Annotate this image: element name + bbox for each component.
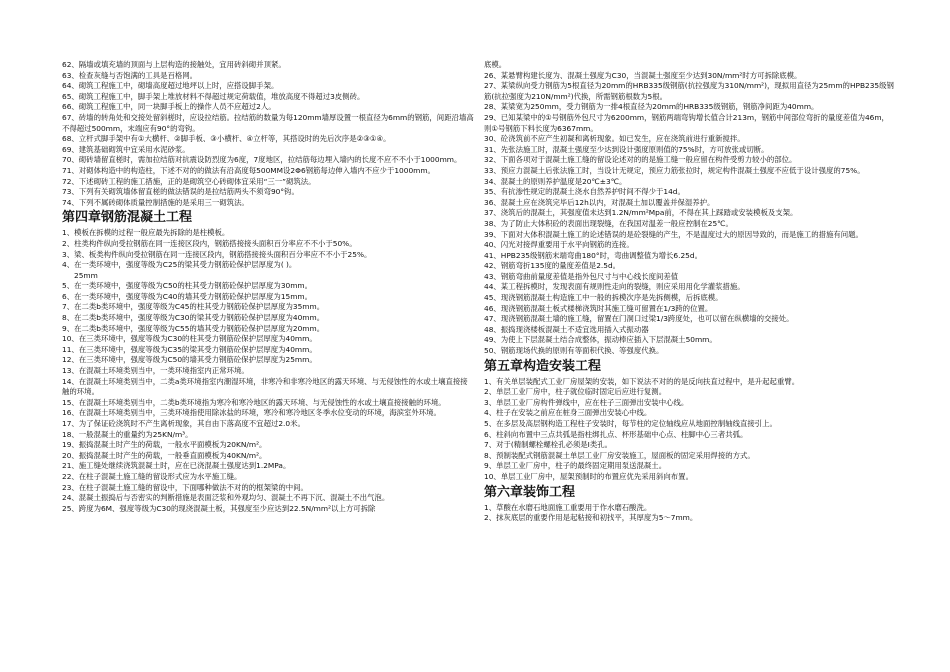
text-line: 6、在一类环境中，强度等级为C40的墙其受力钢筋砼保护层厚度为15mm。 xyxy=(62,291,313,301)
text-line: 29、已知某梁中的①号钢筋外包尺寸为6200mm，钢筋两端弯钩增长值合计213m，钢筋中间部位弯折的量度差值为46m，则①号钢筋下料长度为6367mm。 xyxy=(484,112,889,133)
text-line: 48、振捣现浇楼板混凝土不适宜选用插入式振动器 xyxy=(484,324,649,334)
text-line: 45、现浇钢筋混凝土构造施工中一般的拆模次序是先拆侧模，后拆底模。 xyxy=(484,293,723,303)
text-line: 71、对砌体构造中的构造柱，下述不对的的做法有沿高度每500MM设2Φ6钢筋每边伸入墙内不应少于1000mm。 xyxy=(62,165,435,175)
text-line: 9、在二类b类环境中，强度等级为C55的墙其受力钢筋砼保护层厚度为20mm。 xyxy=(62,323,325,333)
text-line: 33、预应力混凝土后张法施工时，当设计无规定，预应力筋张拉时，规定构件混凝土强度不应低于设计强度的75%。 xyxy=(484,165,865,175)
text-line: 62、隔墙或填充墙的顶面与上层构造的接触处，宜用砖斜砌并顶紧。 xyxy=(62,60,286,69)
text-line: 21、施工缝处继续浇筑混凝土时，应在已浇混凝土强度达到1.2MPa。 xyxy=(62,461,291,471)
text-line: 10、单层工业厂房中，屋架预制时的布置应优先采用斜向布置。 xyxy=(484,471,693,481)
text-line: 37、浇筑后的混凝土，其强度值未达到1.2N/mm²Mpa前，不得在其上踩踏或安装模板及支架。 xyxy=(484,208,798,218)
text-line: 24、混凝土振捣后与否密实的判断措施是表面泛浆和外观均匀、混凝土不再下沉、混凝土不出气泡。 xyxy=(62,493,390,503)
text-line: 36、混凝土应在浇筑完毕后12h以内，对混凝土加以覆盖并保湿养护。 xyxy=(484,197,715,207)
chapter-heading: 第五章构造安装工程 xyxy=(484,358,602,374)
text-line: 43、钢筋弯曲前量度差值是指外包尺寸与中心线长度间差值 xyxy=(484,271,679,281)
text-line: 22、在柱子混凝土施工缝的留设形式应为水平施工缝。 xyxy=(62,471,242,481)
text-line: 7、对于(精制螺栓螺栓孔必须是Ⅰ类孔。 xyxy=(484,440,613,450)
text-line: 3、单层工业厂房构件弹线中，应在柱子三面弹出安装中心线。 xyxy=(484,397,689,407)
text-line: 5、在多层及高层钢构造工程柱子安装时，每节柱的定位轴线应从地面控制轴线直接引上。 xyxy=(484,419,777,428)
chapter-heading: 第六章装饰工程 xyxy=(484,484,576,500)
text-line: 50、钢筋现场代换的原则有等面积代换、等强度代换。 xyxy=(484,346,664,356)
text-line: 9、单层工业厂房中，柱子的最终固定期用泵送混凝土。 xyxy=(484,461,667,471)
text-line: 19、振捣混凝土时产生的荷载，一般水平面模板为20KN/m²。 xyxy=(62,440,267,450)
text-line: 73、下列有关砌筑墙体留直槎的做法错误的是拉结筋两头不须弯90°钩。 xyxy=(62,187,299,197)
text-line: 25mm xyxy=(74,270,98,280)
text-line: 42、钢筋弯折135度的量度差值是2.5d。 xyxy=(484,261,621,271)
text-line: 1、有关单层装配式工业厂房屋架的安装，如下说法不对的的是反向扶直过程中，是升起起重臂。 xyxy=(484,376,800,386)
text-line: 2、单层工业厂房中，柱子就位临时固定后应进行复测。 xyxy=(484,387,667,397)
text-line: 3、梁、板类构件纵向受拉钢筋在同一连接区段内，钢筋搭接接头面积百分率应不不小于25%。 xyxy=(62,249,372,259)
text-line: 47、现浇钢筋混凝土墙的施工缝，留置在门洞口过梁1/3跨度处，也可以留在纵横墙的交接处。 xyxy=(484,314,794,324)
text-line: 2、柱类构件纵向受拉钢筋在同一连接区段内，钢筋搭接接头面积百分率应不不小于50%。 xyxy=(62,238,357,248)
text-line: 66、砌筑工程施工中，同一块脚手板上的操作人员不应超过2人。 xyxy=(62,102,276,112)
text-line: 20、振捣混凝土时产生的荷载，一般垂直面模板为40KN/m²。 xyxy=(62,450,267,460)
text-line: 10、在三类环境中，强度等级为C30的柱其受力钢筋砼保护层厚度为40mm。 xyxy=(62,334,317,344)
text-line: 34、混凝土的原则养护温度是20℃±3℃。 xyxy=(484,176,627,186)
text-line: 7、在二类b类环境中，强度等级为C45的柱其受力钢筋砼保护层厚度为35mm。 xyxy=(62,302,325,312)
text-line: 30、砼浇筑前不应产生初凝和离析现象。如已发生，应在浇筑前进行重新搅拌。 xyxy=(484,134,745,144)
text-line: 32、下面各项对于混凝土施工缝的留设论述对的的是施工缝一般应留在构件受剪力较小的部位。 xyxy=(484,155,797,165)
text-line: 25、跨度为6M、强度等级为C30的现浇混凝土板，其强度至少应达到22.5N/mm²以上方可拆除 xyxy=(62,503,376,513)
text-line: 8、预制装配式钢筋混凝土单层工业厂房安装施工，屋面板的固定采用焊接的方式。 xyxy=(484,450,755,460)
text-line: 13、在混凝土环境类别当中，一类环境指室内正常环境。 xyxy=(62,366,249,376)
text-line: 44、某工程拆模时，发现表面有规则性走向的裂缝，则应采用用化学灌浆措施。 xyxy=(484,282,745,292)
text-line: 65、砌筑工程施工中，脚手架上堆放材料不得超过规定荷载值，堆放高度不得超过3皮侧砖。 xyxy=(62,91,365,101)
text-line: 70、砌砖墙留直槎时，需加拉结筋对抗震设防烈度为6度，7度地区，拉结筋每边埋入墙内的长度不应不不小于1000mm。 xyxy=(62,155,462,165)
text-line: 12、在三类环境中，强度等级为C50的墙其受力钢筋砼保护层厚度为25mm。 xyxy=(62,355,317,365)
text-line: 8、在二类b类环境中，强度等级为C30的梁其受力钢筋砼保护层厚度为40mm。 xyxy=(62,313,325,323)
text-line: 5、在一类环境中，强度等级为C50的柱其受力钢筋砼保护层厚度为30mm。 xyxy=(62,281,313,291)
text-line: 35、有抗渗性规定的混凝土浇水自然养护时间不得少于14d。 xyxy=(484,187,685,197)
text-line: 38、为了防止大体积砼的表面出现裂缝，在我国对温差一般应控制在25℃。 xyxy=(484,218,733,228)
text-line: 72、下述砌砖工程的施工措施，正的是砌筑空心砖砌体宜采用“三一”砌筑法。 xyxy=(62,176,316,186)
text-line: 23、在柱子混凝土施工缝的留设中，下面哪种做法不对的的框架梁的中间。 xyxy=(62,482,308,492)
text-line: 28、某梁宽为250mm，受力钢筋为一排4根直径为20mm的HRB335级钢筋，钢筋净间距为40mm。 xyxy=(484,102,819,112)
text-line: 4、柱子在安装之前应在桩身三面弹出安装心中线。 xyxy=(484,408,652,418)
chapter-heading: 第四章钢筋混凝土工程 xyxy=(62,210,193,226)
text-line: 31、先张法施工时，混凝土强度至少达到设计强度原则值的75%时，方可放张或切断。 xyxy=(484,144,769,154)
text-line: 16、在混凝土环境类别当中，三类环境指使用除冰盐的环境，寒冷和寒冷地区冬季水位变动的环境，海滨室外环境。 xyxy=(62,408,441,418)
text-line: 64、砌筑工程施工中，砌墙高度超过地坪以上时，应搭设脚手架。 xyxy=(62,81,279,91)
text-line: 17、为了保证砼浇筑时不产生离析现象，其自由下落高度不宜超过2.0米。 xyxy=(62,419,305,428)
text-line: 74、下列不属砖砌体质量控制措施的是采用三一砌筑法。 xyxy=(62,197,249,207)
text-line: 69、建筑基础砌筑中宜采用水泥砂浆。 xyxy=(62,144,190,154)
left-column xyxy=(62,60,474,514)
text-line: 49、为使上下层混凝土结合成整体，振动棒应插入下层混凝土50mm。 xyxy=(484,335,717,345)
text-line: 14、在混凝土环境类别当中，二类a类环境指室内潮湿环境，非寒冷和非寒冷地区的露天环境、与无侵蚀性的水或土壤直接接触的环境。 xyxy=(62,376,468,397)
text-line: 4、在一类环境中，强度等级为C25的梁其受力钢筋砼保护层厚度为( )。 xyxy=(62,260,297,270)
text-line: 2、抹灰底层的重要作用是起粘接和初找平，其厚度为5～7mm。 xyxy=(484,513,698,523)
text-line: 1、草酸在水磨石地面施工重要用于作水磨石酸洗。 xyxy=(484,502,652,512)
text-line: 46、现浇钢筋混凝土板式楼梯浇筑时其施工缝可留置在1/3跨的位置。 xyxy=(484,303,713,313)
text-line: 26、某悬臂构建长度为、混凝土强度为C30，当混凝土强度至少达到30N/mm²时方可拆除底模。 xyxy=(484,70,802,80)
text-line: 68、立杆式脚手架中有①大横杆、②脚手板、③小横杆、④立杆等，其搭设时的先后次序是②③①④。 xyxy=(62,134,391,144)
text-line: 40、闪光对接焊重要用于水平向钢筋的连接。 xyxy=(484,240,634,250)
text-line: 11、在三类环境中，强度等级为C35的梁其受力钢筋砼保护层厚度为40mm。 xyxy=(62,344,317,354)
text-line: 6、柱斜向布置中三点共弧是指柱绑扎点、杯形基础中心点、柱脚中心三者共弧。 xyxy=(484,429,748,439)
text-line: 67、砖墙的转角处和交接处留斜槎时，应设拉结筋。拉结筋的数量为每120mm墙厚设置一根直径为6mm的钢筋，间距沿墙高不得超过500mm，末端应有90°的弯钩。 xyxy=(62,112,474,133)
text-line: 27、某梁纵向受力钢筋为5根直径为20mm的HRB335级钢筋(抗拉强度为310N/mm²)，现拟用直径为25mm的HPB235级钢筋(抗拉强度为210N/mm²)代换，所需钢筋根数为5根。 xyxy=(484,81,894,101)
text-line: 底模。 xyxy=(484,60,507,69)
right-column xyxy=(484,60,896,524)
text-line: 39、下面对大体积混凝土施工的论述错误的是砼裂缝的产生，不是温度过大的原因导致的，而是施工的措施有问题。 xyxy=(484,229,863,239)
text-line: 41、HPB235级钢筋末端弯曲180°时，弯曲调整值为增长6.25d。 xyxy=(484,250,702,260)
text-line: 1、模板在拆模的过程一般应最先拆除的是柱模板。 xyxy=(62,228,230,238)
text-line: 18、一般混凝土的重量约为25KN/m³。 xyxy=(62,429,193,439)
text-line: 63、检查灰缝与否饱满的工具是百格网。 xyxy=(62,70,198,80)
text-line: 15、在混凝土环境类别当中，二类b类环境指为寒冷和寒冷地区的露天环境、与无侵蚀性的水或土壤直接接触的环境。 xyxy=(62,397,446,407)
